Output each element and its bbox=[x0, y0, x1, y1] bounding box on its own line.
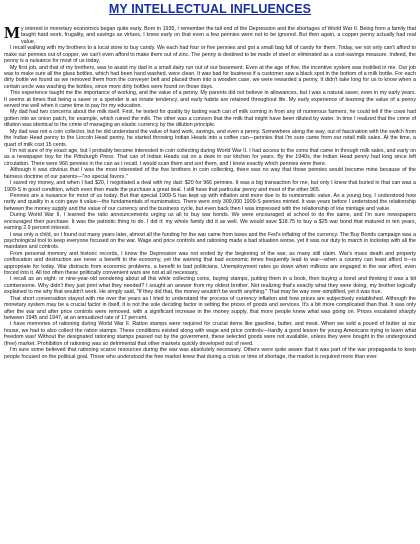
paragraph-13: From personal memory and historic records, I know the Depression was not ended by the beginning of the war, as many still claim. War's mass death and property confiscation and destruction are never a benefit to the economy, yet the warning that bad economic times frequently lead to war—when a country can least afford it—is appropriate for today. War distracts from economic problems, a benefit to bad politicians. Unemployment rates go down when millions are engaged in the war effort, even forced into it. All too often these politically convenient wars are not at all necessary. bbox=[4, 250, 416, 277]
page-title: MY INTELLECTUAL INFLUENCES bbox=[108, 2, 312, 16]
paragraph-1-text: y interest in monetary economics began quite early. Born in 1935, I remember the tail end of the Depression and the shortages of World War II. Being from a family that taught hard work, frugality, and savings as virtues, I knew early on that even a few pennies were not to be ignored. But then again, a copper penny actually had real value. bbox=[21, 26, 416, 45]
paragraph-7-text-a: I'm not sure of my exact age, but I probably became interested in coin collecting during World War II. I had access to the coins that came in through milk sales, and early on as a newspaper boy for the bbox=[4, 148, 416, 161]
drop-cap: M bbox=[4, 23, 21, 42]
paragraph-2: I recall walking with my brothers to a local store to buy candy. We each had four or five pennies and got a small bag full of candy for them. Today, we not only can't afford to make our pennies out of copper, we can't even afford to make them out of zinc. The penny is destined to be made of steel or eliminated as a cost-savings measure. Indeed, the penny is a nuisance for most of us today. bbox=[4, 45, 416, 65]
paragraph-8: Although it was obvious that I was the most interested of the five brothers in coin collecting, there was no way that those pennies would become mine because of the fairness doctrine of our parents—"no special favors." bbox=[4, 167, 416, 180]
paragraph-17: I'm sure some believed that rationing scarce resources during the war was absolutely necessary. Others were quite aware that it was part of the war propaganda to keep people focused on the political goal. Those who understood the free market knew that during a crisis or time of shortage, the market is required more than ever. bbox=[4, 347, 416, 360]
paragraph-9: I saved my money, and when I had $20, I negotiated a deal with my dad: $20 for 966 pennies. It was a big transaction for me, but only I knew that buried in that can was a 1909-S in good condition, which even then made the purchase a great deal. I still have that particular penny and most of the other 965. bbox=[4, 180, 416, 193]
paragraph-4: This experience taught me the importance of working, and the value of a penny. My parents did not believe in allowances, but I was a natural saver, even in my early years. It seems at times that being a saver or a spender is an innate tendency, and early habits are retained throughout life. My early experience of learning the value of a penny served me well when it came time to pay for my education. bbox=[4, 90, 416, 110]
paragraph-7 bbox=[4, 148, 416, 167]
paragraph-12: I was only a child, so I found out many years later, almost all the funding for the war came from taxes and the Fed's inflating of the currency. The Buy Bonds campaign was a psychological tool to keep everyone focused on the war. Wage and price controls and rationing made a bad situation worse, yet it was our duty to march in lockstep with all the mandates and controls. bbox=[4, 231, 416, 251]
newspaper-name: Pittsburgh Press bbox=[73, 154, 114, 161]
paragraph-7-text-b: . That can of Indian Heads sat on a desk in our kitchen for years. By the 1940s, the Indian Head penny had long since left circulation. There were 966 pennies in the can as I recall. I would scan them and sort them, and I knew exactly which pennies were there. bbox=[4, 154, 417, 167]
paragraph-10: Pennies are a nuisance for most of us today. But that special 1909-S has kept up with inflation and more due to its numismatic value. As a young boy, I understood how rarity and quality in a coin gave it value—the fundamentals of numismatics. There were only 309,000 1909-S pennies minted. It was years before I understood the relationship between the money supply and the value of our currency and the business cycle, but even back then I was impressed with the relationship of low mintage and value. bbox=[4, 192, 416, 212]
article-body bbox=[4, 23, 417, 360]
title-spacer bbox=[4, 16, 416, 26]
paragraph-14: I recall as an eight- or nine-year-old wondering about all this while collecting coins, buying stamps, putting them in a book, then buying a bond and thinking it was a bit cumbersome. Why didn't they just print what they needed? I sought an answer from my oldest brother. Not realizing that's exactly what they were doing, my brother logically explained to me why that wouldn't work. He simply said, "If they did that, the money wouldn't be worth anything." That may be way over-simplified, yet it was true. bbox=[4, 276, 416, 296]
paragraph-1 bbox=[4, 23, 416, 45]
paragraph-6: My dad was not a coin collector, but he did understand the value of hard work, savings, and even a penny. Somewhere along the way, out of fascination with the switch from the Indian Head penny to the Lincoln Head penny, he started throwing Indian Heads into a coffee can—pennies that I'm sure came from our retail milk sales. At the time, a quart of milk cost 15 cents. bbox=[4, 128, 416, 148]
paragraph-11: During World War II, I learned the ratio announcements urging us all to buy war bonds. We were encouraged at school to do the same, and I'm sure newspapers encouraged their purchase. It was the patriotic thing to do. I did it: my whole family did it as well. We would save $18.75 to buy a $25 war bond that matured in ten years, earning 2.9 percent interest. bbox=[4, 212, 416, 232]
paragraph-3: My first job, and that of my brothers, was to assist my dad in a small dairy run out of our basement. Even at the age of five, the incentive system was instilled in me. Our job was to make sure all the glass bottles, which had been hand washed, were clean. It was bad for business if a customer saw a black spot in the bottom of a milk bottle. For each dirty bottle we found as we removed them from the conveyer belt and placed them into a wooden case, we were rewarded a penny. It didn't take long for us to know when a certain uncle was washing the bottles, since more dirty bottles were found on those days. bbox=[4, 64, 416, 90]
paragraph-5: My dad had two concerns about the milk itself. First, he tested for quality by tasting each can of milk coming in from any of numerous farmers; he could tell if the cows had gotten into an onion patch, for example, which ruined the milk. The other was a concern that the milk that might have been diluted by water. In time I realized that the crime of dilution was identical to the crime of managing an elastic currency by the dilution principle. bbox=[4, 109, 416, 129]
paragraph-16: I have memories of rationing during World War II. Ration stamps were required for crucial items like gasoline, butter, and meat. When we sold a pound of butter at our house, we had to also collect the ration stamps. These conditions existed along with wage and price controls—hardly a good lesson for young Americans trying to learn what freedom was! Without the designated rationing stamps passed out by the government, these selected goods were not available, unless they were bought in the underground (free) market. Prohibition of rationing was so detrimental that other markets quickly developed out of need. bbox=[4, 321, 416, 347]
paragraph-15: That short conversation stayed with me over the years as I tried to understand the process of currency inflation and how prices are subjectively established. Although the monetary system may be a crucial factor in itself, it is not the sole deciding factor in setting the prices of goods and services. It's a bit more complicated than that. It was only after the war and after price controls were removed, with a significant increase in the money supply, that more people knew what was going on. Prices escalated sharply between 1945 and 1947, at an annualized rate of 17 percent. bbox=[4, 295, 416, 321]
